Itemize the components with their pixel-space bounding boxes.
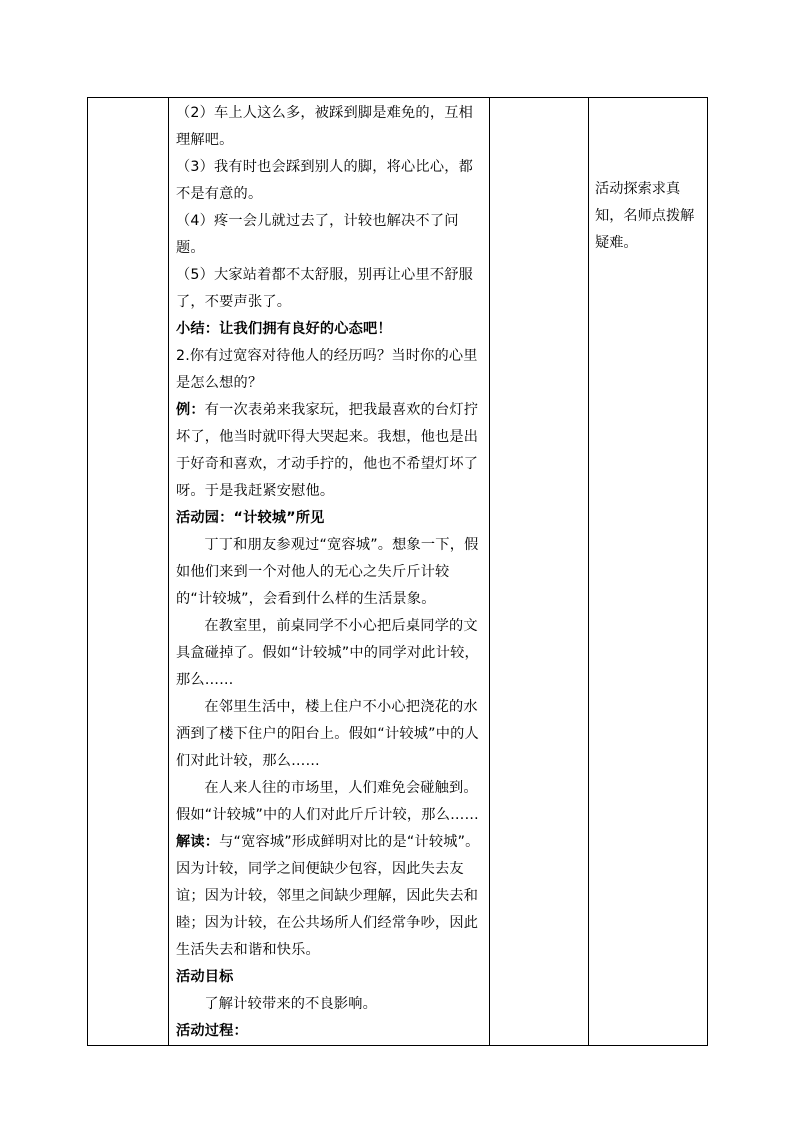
goal-text: 了解计较带来的不良影响。 — [204, 996, 378, 1012]
process-title: 活动过程： — [176, 1023, 248, 1039]
summary — [176, 316, 483, 343]
summary-text: 让我们拥有良好的心态吧！ — [219, 321, 392, 337]
analysis-label: 解读： — [176, 834, 220, 850]
blank-cell-left — [88, 98, 169, 1046]
activity-title: 活动园：“计较城”所见 — [176, 510, 325, 526]
list-item: （3）我有时也会踩到别人的脚，将心比心，都不是有意的。 — [176, 159, 473, 202]
lesson-content — [169, 100, 489, 1045]
paragraph: 在教室里，前桌同学不小心把后桌同学的文具盒碰掉了。假如“计较城”中的同学对此计较，那么…… — [176, 618, 479, 688]
blank-cell-middle — [490, 98, 589, 1046]
content-cell — [169, 98, 490, 1046]
paragraph: 在人来人往的市场里，人们难免会碰触到。假如“计较城”中的人们对此斤斤计较，那么…… — [176, 780, 479, 823]
teaching-note: 活动探索求真知，名师点拨解疑难。 — [595, 181, 695, 251]
list-item: （5）大家站着都不太舒服，别再让心里不舒服了，不要声张了。 — [176, 267, 473, 310]
analysis-text: 与“宽容城”形成鲜明对比的是“计较城”。因为计较，同学之间便缺少包容，因此失去友谊；因为计较，邻里之间缺少理解，因此失去和睦；因为计较，在公共场所人们经常争吵，因此生活失去和谐和快乐。 — [176, 834, 480, 958]
example — [176, 397, 483, 505]
example-label: 例： — [176, 402, 205, 418]
table-row — [88, 98, 708, 1046]
paragraph: 丁丁和朋友参观过“宽容城”。想象一下，假如他们来到一个对他人的无心之失斤斤计较的“计较城”，会看到什么样的生活景象。 — [176, 537, 479, 607]
summary-label: 小结： — [176, 321, 220, 337]
question-2: 2.你有过宽容对待他人的经历吗？当时你的心里是怎么想的？ — [176, 348, 478, 391]
note-cell — [589, 98, 708, 1046]
analysis — [176, 829, 483, 964]
example-text: 有一次表弟来我家玩，把我最喜欢的台灯拧坏了，他当时就吓得大哭起来。我想，他也是出于好奇和喜欢，才动手拧的，他也不希望灯坏了呀。于是我赶紧安慰他。 — [176, 402, 479, 499]
paragraph: 在邻里生活中，楼上住户不小心把浇花的水洒到了楼下住户的阳台上。假如“计较城”中的人们对此计较，那么…… — [176, 699, 479, 769]
lesson-table — [87, 97, 708, 1046]
list-item: （4）疼一会儿就过去了，计较也解决不了问题。 — [176, 213, 459, 256]
list-item: （2）车上人这么多，被踩到脚是难免的，互相理解吧。 — [176, 105, 473, 148]
goal-title: 活动目标 — [176, 969, 234, 985]
